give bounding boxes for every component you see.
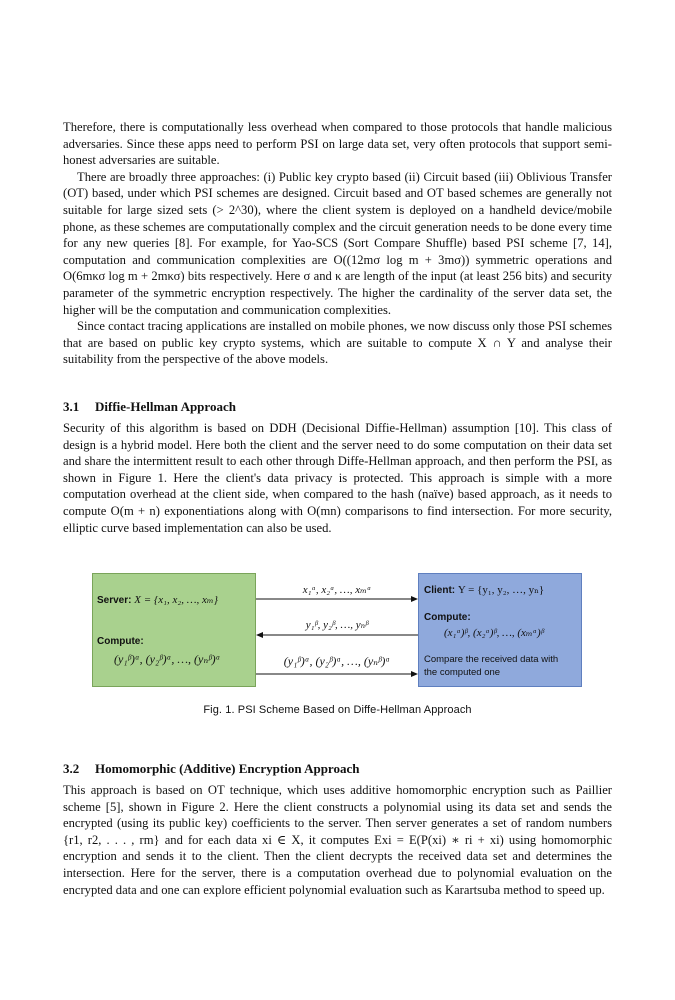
paragraph-3-2: This approach is based on OT technique, which uses additive homomorphic encryption such as Paillier scheme [5], shown in Figure 2. Here the client constructs a polynomial using its data set and sends the encrypted (using its public key) coefficients to the server. Then server generates a set of random numbers {r1, r2, . . . , rm} and for each data xi ∈ X, it computes Exi = E(P(xi) ∗ ri + xi) using homomorphic encryption and sends it to the client. Then the client decrypts the received data set and determines the intersection. Here for the server, there is a computation overhead due to polynomial evaluation on the encrypted data and one can explore efficient polynomial evaluation such as Karartsuba method to speed up. bbox=[63, 783, 612, 897]
paragraph-3: Since contact tracing applications are installed on mobile phones, we now discuss only those PSI schemes that are based on public key crypto systems, which are suitable to compute X ∩ Y and analyse their suitability from the perspective of the above models. bbox=[63, 319, 612, 367]
paragraph-1: Therefore, there is computationally less overhead when compared to those protocols that handle malicious adversaries. Since these apps need to perform PSI on large data set, very often protocols that support semi-honest adversaries are suitable. bbox=[63, 120, 612, 168]
arrow-3-label: (y₁ᵝ)ᵅ, (y₂ᵝ)ᵅ, …, (yₙᵝ)ᵅ bbox=[283, 654, 391, 668]
arrow-2-label: y₁ᵝ, y₂ᵝ, …, yₙᵝ bbox=[305, 619, 369, 631]
client-compute-label: Compute: bbox=[424, 612, 471, 623]
client-set: Y = {y₁, y₂, …, yₙ} bbox=[457, 584, 545, 596]
arrow-1-label: x₁ᵅ, x₂ᵅ, …, xₘᵅ bbox=[302, 584, 372, 596]
server-compute-label: Compute: bbox=[97, 636, 144, 647]
section-3-2-body bbox=[63, 782, 612, 898]
section-number: 3.2 bbox=[63, 761, 80, 776]
figure-caption bbox=[0, 704, 675, 716]
client-title bbox=[424, 584, 544, 596]
server-label: Server: bbox=[97, 595, 132, 606]
server-compute-expr: (y₁ᵝ)ᵅ, (y₂ᵝ)ᵅ, …, (yₙᵝ)ᵅ bbox=[114, 652, 221, 666]
client-compare-line-2: the computed one bbox=[424, 667, 501, 678]
psi-diagram bbox=[92, 573, 582, 689]
paragraph-3-1: Security of this algorithm is based on DDH (Decisional Diffie-Hellman) assumption [10]. This class of design is a hybrid model. Here both the client and the server need to do some computation on their data set and share the intermittent result to each other through Diffe-Hellman approach, and then perform the PSI, as shown in Figure 1. Here the client's data privacy is protected. This approach is simple with a more computation overhead at the client side, when compared to the hash (naïve) based approach, as it needs to compute O(m + n) exponentiations along with O(mn) comparisons to find intersection. For more security, elliptic curve based implementation can also be used. bbox=[63, 421, 612, 535]
arrowhead-3 bbox=[411, 671, 418, 677]
section-3-2-heading bbox=[63, 761, 359, 777]
client-compare-line-1: Compare the received data with bbox=[424, 654, 559, 665]
server-title bbox=[97, 594, 219, 606]
intro-text bbox=[63, 119, 612, 368]
section-title: Diffie-Hellman Approach bbox=[95, 399, 236, 414]
section-3-1-body bbox=[63, 420, 612, 536]
section-3-1-heading bbox=[63, 399, 236, 415]
server-set: X = {x₁, x₂, …, xₘ} bbox=[134, 594, 219, 606]
client-label: Client: bbox=[424, 585, 456, 596]
caption-text: Fig. 1. PSI Scheme Based on Diffe-Hellman Approach bbox=[203, 704, 472, 716]
client-compute-expr: (x₁ᵅ)ᵝ, (x₂ᵅ)ᵝ, …, (xₘᵅ)ᵝ bbox=[444, 627, 544, 639]
arrowhead-2 bbox=[256, 632, 263, 638]
paragraph-2: There are broadly three approaches: (i) Public key crypto based (ii) Circuit based (iii) Oblivious Transfer (OT) based, under which PSI schemes are designed. Circuit based and OT based schemes are generally not suitable for large sized sets (> 2^30), where the client system is deployed on a handheld device/mobile phone, as these schemes are computationally complex and the circuit generation needs to be done every time for any new queries [8]. For example, for Yao-SCS (Sort Compare Shuffle) based PSI scheme [7, 14], computation and communication complexities are O((12mσ log m + 3mσ)) symmetric operations and O(6mκσ log m + 2mκσ) bits respectively. Here σ and κ are length of the input (at least 256 bits) and security parameter of the symmetric encryption respectively. The higher the cardinality of the server data set, the higher will be the computation and communication complexities. bbox=[63, 169, 612, 317]
server-box bbox=[93, 574, 256, 687]
arrowhead-1 bbox=[411, 596, 418, 602]
section-number: 3.1 bbox=[63, 399, 80, 414]
section-title: Homomorphic (Additive) Encryption Approach bbox=[95, 761, 360, 776]
